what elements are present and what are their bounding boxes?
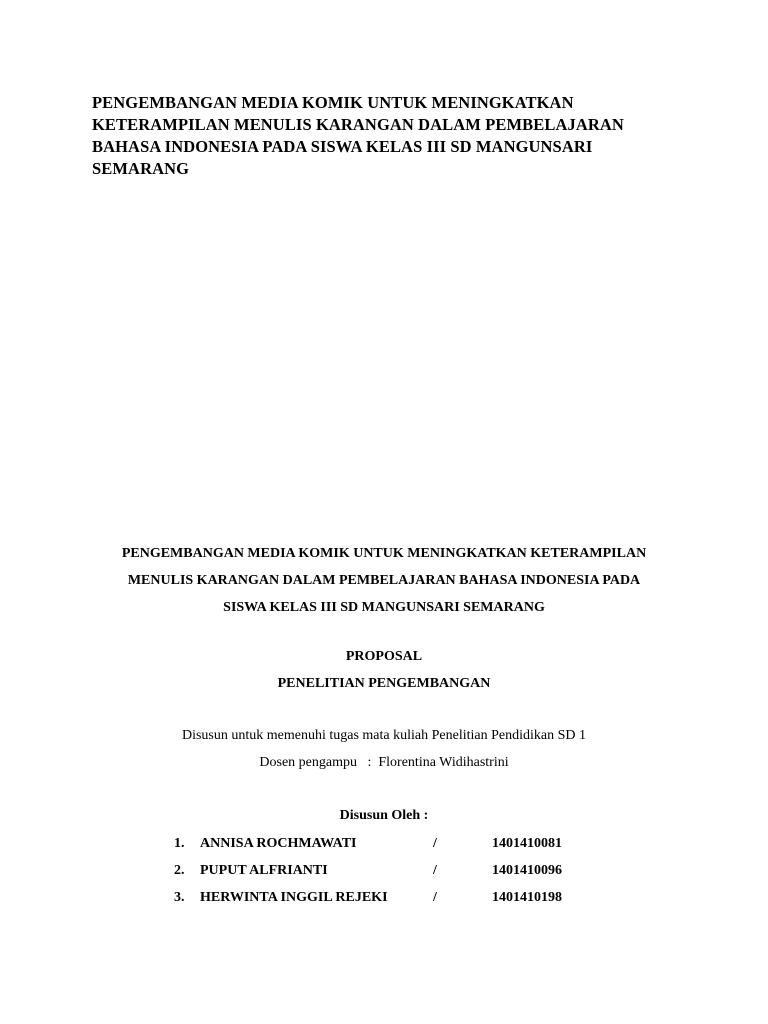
author-name: ANNISA ROCHMAWATI: [200, 836, 357, 851]
document-title-line: PENGEMBANGAN MEDIA KOMIK UNTUK MENINGKATKAN: [92, 93, 574, 112]
cover-title-line: SISWA KELAS III SD MANGUNSARI SEMARANG: [223, 600, 545, 615]
lecturer-line: [0, 753, 768, 773]
authors-list: [0, 834, 768, 915]
proposal-subtitle: PENELITIAN PENGEMBANGAN: [277, 676, 491, 691]
author-nim: 1401410198: [492, 890, 562, 905]
author-row: [0, 861, 768, 888]
document-title-line: KETERAMPILAN MENULIS KARANGAN DALAM PEMBELAJARAN: [92, 115, 624, 134]
cover-title-line: MENULIS KARANGAN DALAM PEMBELAJARAN BAHASA INDONESIA PADA: [127, 573, 641, 588]
author-name: HERWINTA INGGIL REJEKI: [200, 890, 388, 905]
lecturer-name: Florentina Widihastrini: [378, 755, 509, 770]
lecturer-separator: :: [367, 755, 372, 770]
cover-title-line: PENGEMBANGAN MEDIA KOMIK UNTUK MENINGKATKAN KETERAMPILAN: [121, 546, 647, 561]
author-nim: 1401410096: [492, 863, 562, 878]
cover-title: [0, 540, 768, 621]
author-row: [0, 834, 768, 861]
author-separator: /: [433, 890, 437, 905]
document-title-line: BAHASA INDONESIA PADA SISWA KELAS III SD MANGUNSARI: [92, 137, 593, 156]
author-row: [0, 888, 768, 915]
lecturer-label: Dosen pengampu: [259, 755, 357, 770]
authors-heading: Disusun Oleh :: [339, 808, 429, 823]
purpose-statement: Disusun untuk memenuhi tugas mata kuliah Penelitian Pendidikan SD 1: [181, 728, 586, 743]
author-number: 2.: [174, 863, 185, 878]
author-separator: /: [433, 863, 437, 878]
author-number: 1.: [174, 836, 185, 851]
proposal-label: PROPOSAL: [345, 649, 423, 664]
author-nim: 1401410081: [492, 836, 562, 851]
author-name: PUPUT ALFRIANTI: [200, 863, 328, 878]
author-number: 3.: [174, 890, 185, 905]
author-separator: /: [433, 836, 437, 851]
document-title-line: SEMARANG: [92, 159, 190, 178]
document-title: [92, 92, 682, 180]
